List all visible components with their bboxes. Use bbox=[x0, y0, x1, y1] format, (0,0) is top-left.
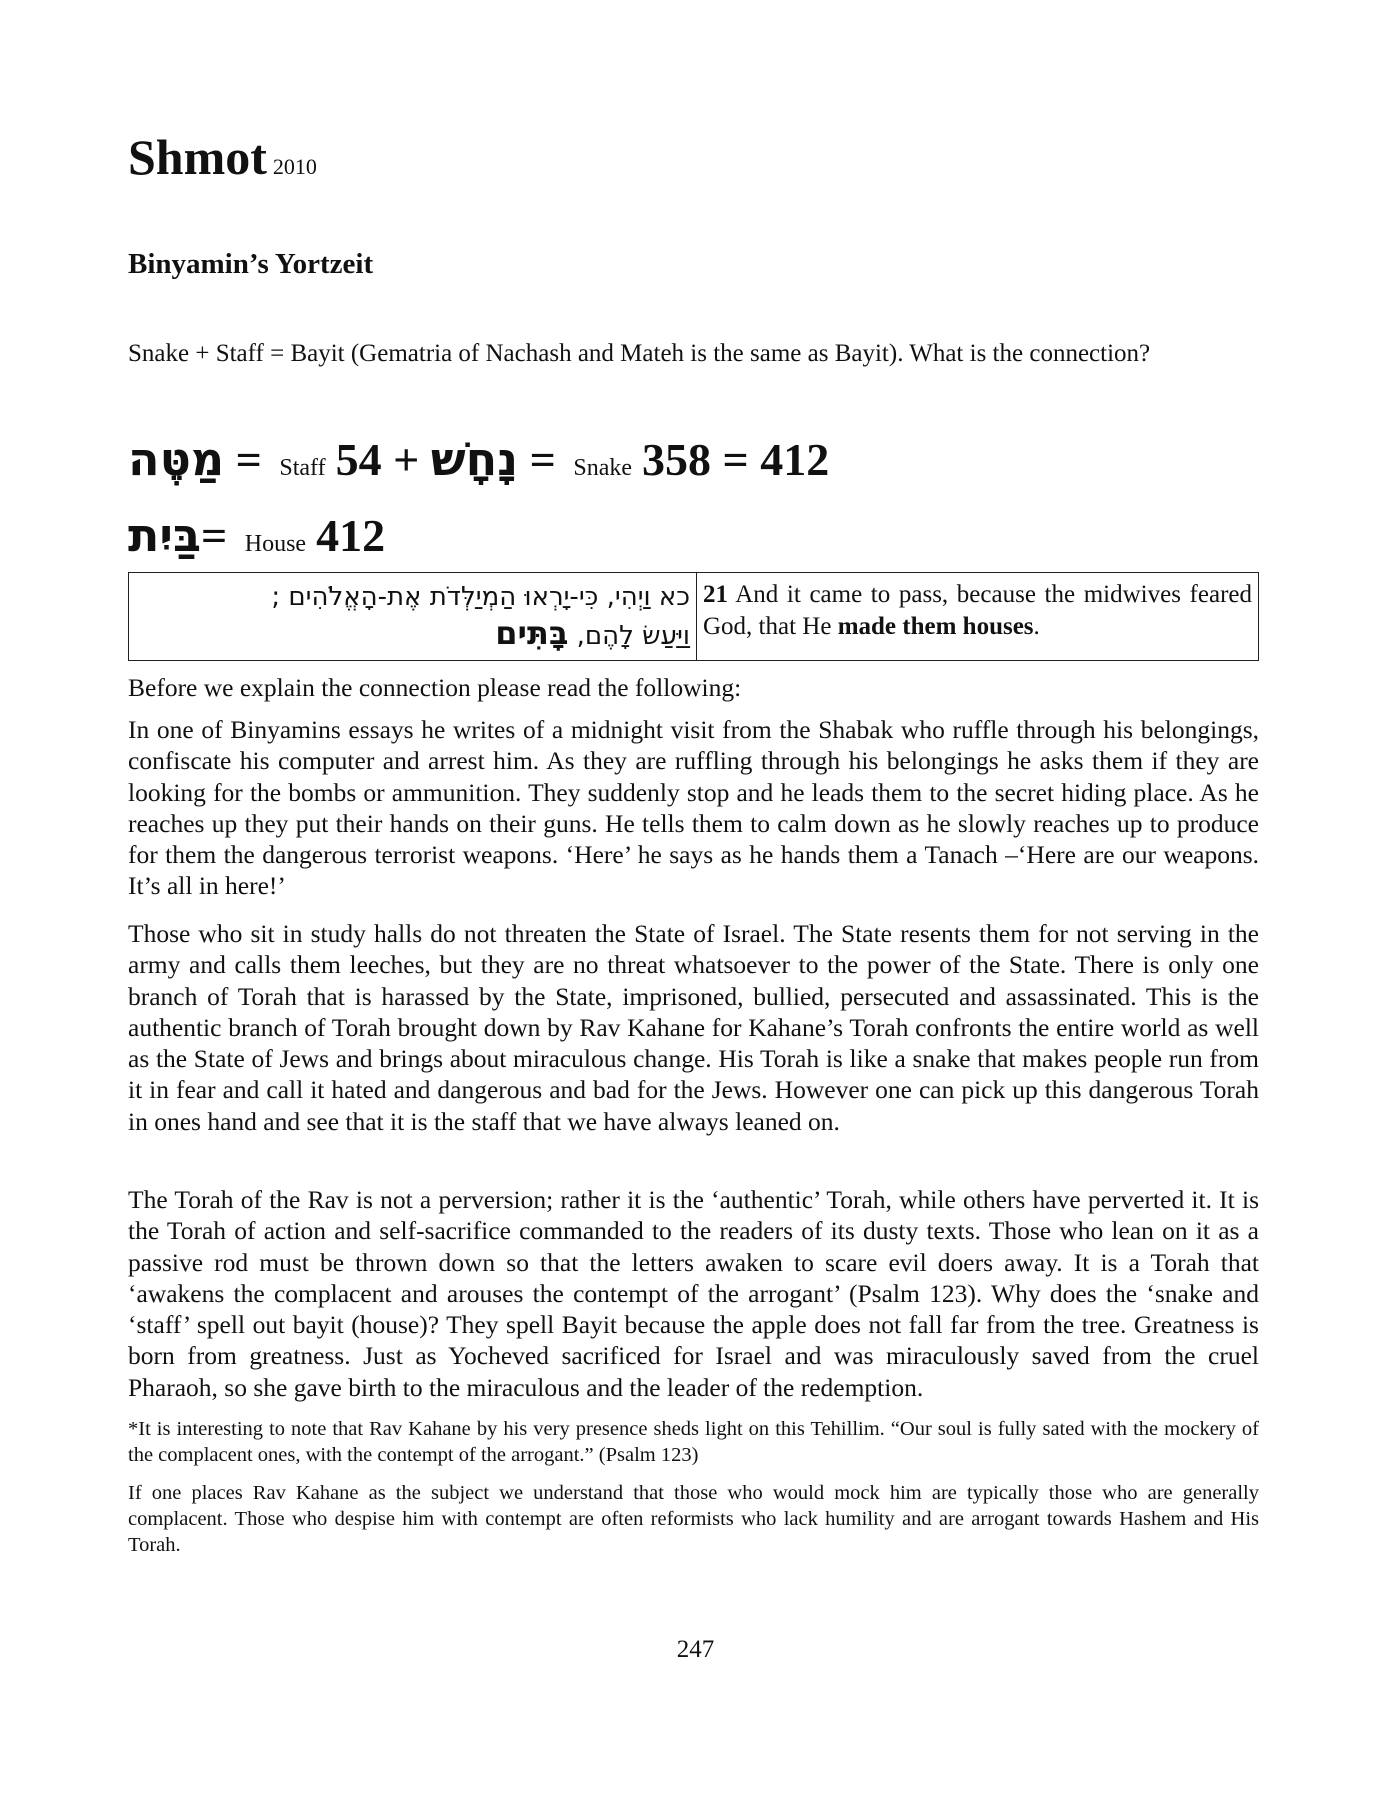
verse-english-emphasis: made them houses bbox=[837, 613, 1034, 640]
verse-hebrew-emphasis: בָּתִּים bbox=[495, 614, 569, 652]
hebrew-bayit: בַּיִת bbox=[128, 508, 202, 562]
equals-sign: = bbox=[201, 510, 228, 561]
house-value: 412 bbox=[316, 510, 386, 561]
verse-hebrew-line-1: כא וַיְהִי, כִּי-יָרְאוּ הַמְיַלְּדֹת אֶת-הָאֱלֹהִים ; bbox=[271, 582, 690, 612]
staff-value: 54 bbox=[335, 434, 382, 485]
snake-label: Snake bbox=[573, 455, 632, 481]
staff-label: Staff bbox=[279, 455, 326, 481]
title-text: Shmot bbox=[128, 129, 267, 185]
paragraph: The Torah of the Rav is not a perversion; rather it is the ‘authentic’ Torah, while others have perverted it. It is the Torah of action and self-sacrifice commanded to the readers of its dusty texts. Those who lean on it as a passive rod must be thrown down so that the letters awaken to scare evil doers away. It is a Torah that ‘awakens the complacent and arouses the contempt of the arrogant’ (Psalm 123). Why does the ‘snake and ‘staff’ spell out bayit (house)? They spell Bayit because the apple does not fall far from the tree. Greatness is born from greatness. Just as Yocheved sacrificed for Israel and was miraculously saved from the cruel Pharaoh, so she gave birth to the miraculous and the leader of the redemption. bbox=[128, 1185, 1259, 1402]
paragraph: Those who sit in study halls do not threaten the State of Israel. The State resents them for not serving in the army and calls them leeches, but they are no threat whatsoever to the power of the State. There is only one branch of Torah that is harassed by the State, imprisoned, bullied, persecuted and assassinated. This is the authentic branch of Torah brought down by Rav Kahane for Kahane’s Torah confronts the entire world as well as the State of Jews and brings about miraculous change. His Torah is like a snake that makes people run from it in fear and call it hated and dangerous and bad for the Jews. However one can pick up this dangerous Torah in ones hand and see that it is the staff that we have always leaned on. bbox=[128, 919, 1259, 1136]
page-number: 247 bbox=[676, 1636, 715, 1663]
gematria-equation-2 bbox=[128, 508, 385, 562]
total-value: 412 bbox=[760, 434, 830, 485]
verse-table bbox=[128, 572, 1259, 661]
equals-sign: = bbox=[235, 434, 262, 485]
intro-text: Snake + Staff = Bayit (Gematria of Nachash and Mateh is the same as Bayit). What is the connection? bbox=[128, 340, 1151, 367]
verse-number: 21 bbox=[703, 581, 728, 608]
verse-row bbox=[129, 573, 1259, 661]
plus-sign: + bbox=[393, 434, 420, 485]
gematria-equation-1 bbox=[128, 432, 829, 486]
title-year: 2010 bbox=[272, 154, 317, 179]
page-title bbox=[128, 128, 317, 186]
footnote: If one places Rav Kahane as the subject we understand that those who would mock him are typically those who are generally complacent. Those who despise him with contempt are often reformists who lack humility and are arrogant towards Hashem and His Torah. bbox=[128, 1482, 1259, 1556]
verse-english-end: . bbox=[1033, 613, 1040, 640]
verse-english-text: And it came to pass, because the midwives feared God, that He bbox=[703, 581, 1252, 640]
equals-sign: = bbox=[529, 434, 556, 485]
footnote: *It is interesting to note that Rav Kahane by his very presence sheds light on this Tehillim. “Our soul is fully sated with the mockery of the complacent ones, with the contempt of the arrogant.” (Psalm 123) bbox=[128, 1418, 1259, 1466]
verse-hebrew-line-2-start: וַיַּעַשׂ לָהֶם, bbox=[576, 621, 690, 651]
paragraph-lead: Before we explain the connection please read the following: bbox=[128, 673, 742, 702]
equals-sign: = bbox=[722, 434, 749, 485]
paragraph: In one of Binyamins essays he writes of a midnight visit from the Shabak who ruffle through his belongings, confiscate his computer and arrest him. As they are ruffling through his belongings he asks them if they are looking for the bombs or ammunition. They suddenly stop and he leads them to the secret hiding place. As he reaches up they put their hands on their guns. He tells them to calm down as he slowly reaches up to produce for them the dangerous terrorist weapons. ‘Here’ he says as he hands them a Tanach –‘Here are our weapons. It’s all in here!’ bbox=[128, 715, 1259, 901]
verse-hebrew-cell bbox=[129, 573, 697, 661]
verse-hebrew-line-2 bbox=[135, 615, 690, 654]
hebrew-nachash: נָחָשׁ bbox=[430, 432, 519, 486]
verse-english-cell bbox=[697, 573, 1259, 661]
hebrew-mateh: מַטֶּה bbox=[128, 432, 225, 486]
house-label: House bbox=[244, 531, 307, 557]
section-heading: Binyamin’s Yortzeit bbox=[128, 248, 374, 280]
snake-value: 358 bbox=[642, 434, 711, 485]
